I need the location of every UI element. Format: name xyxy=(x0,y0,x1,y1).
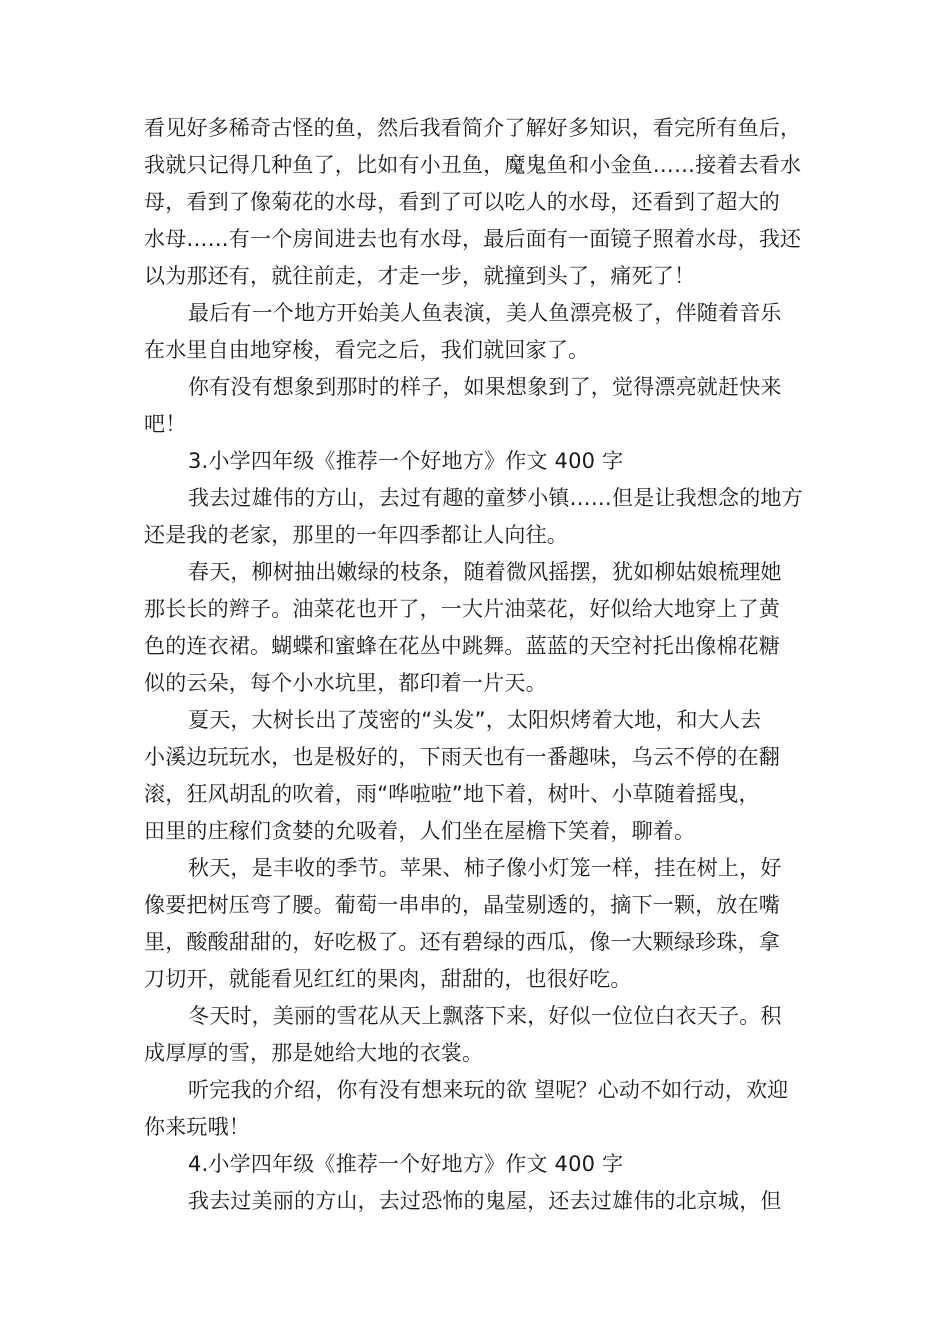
text-line: 我去过雄伟的方山，去过有趣的童梦小镇……但是让我想念的地方 xyxy=(188,486,803,510)
text-line: 你来玩哦！ xyxy=(144,1115,250,1139)
text-line: 我就只记得几种鱼了，比如有小丑鱼，魔鬼鱼和小金鱼……接着去看水 xyxy=(144,153,802,177)
text-line: 冬天时，美丽的雪花从天上飘落下来，好似一位位白衣天子。积 xyxy=(188,1004,782,1028)
text-line: 以为那还有，就往前走，才走一步，就撞到头了，痛死了！ xyxy=(144,264,696,288)
text-line: 小溪边玩玩水，也是极好的，下雨天也有一番趣味，乌云不停的在翻 xyxy=(144,745,780,769)
text-line: 田里的庄稼们贪婪的允吸着，人们坐在屋檐下笑着，聊着。 xyxy=(144,819,696,843)
text-line: 最后有一个地方开始美人鱼表演，美人鱼漂亮极了，伴随着音乐 xyxy=(188,301,782,325)
text-line: 春天，柳树抽出嫩绿的枝条，随着微风摇摆，犹如柳姑娘梳理她 xyxy=(188,560,782,584)
text-line: 看见好多稀奇古怪的鱼，然后我看简介了解好多知识，看完所有鱼后， xyxy=(144,116,802,140)
text-line: 成厚厚的雪，那是她给大地的衣裳。 xyxy=(144,1041,484,1065)
text-line: 夏天，大树长出了茂密的“头发”，太阳炽烤着大地，和大人去 xyxy=(188,708,762,732)
text-line: 似的云朵，每个小水坑里，都印着一片天。 xyxy=(144,671,547,695)
text-line: 刀切开，就能看见红红的果肉，甜甜的，也很好吃。 xyxy=(144,967,632,991)
text-line: 那长长的辫子。油菜花也开了，一大片油菜花，好似给大地穿上了黄 xyxy=(144,597,780,621)
text-line: 母，看到了像菊花的水母，看到了可以吃人的水母，还看到了超大的 xyxy=(144,190,780,214)
text-line: 水母……有一个房间进去也有水母，最后面有一面镜子照着水母，我还 xyxy=(144,227,802,251)
text-line: 你有没有想象到那时的样子，如果想象到了，觉得漂亮就赶快来 xyxy=(188,375,782,399)
text-line: 3.小学四年级《推荐一个好地方》作文 400 字 xyxy=(188,449,624,473)
text-line: 吧！ xyxy=(144,412,187,436)
text-line: 还是我的老家，那里的一年四季都让人向往。 xyxy=(144,523,568,547)
text-line: 色的连衣裙。蝴蝶和蜜蜂在花丛中跳舞。蓝蓝的天空衬托出像棉花糖 xyxy=(144,634,780,658)
text-line: 听完我的介绍，你有没有想来玩的欲 望呢？心动不如行动，欢迎 xyxy=(188,1078,789,1102)
text-line: 在水里自由地穿梭，看完之后，我们就回家了。 xyxy=(144,338,590,362)
essay-text-block xyxy=(144,110,814,1220)
text-line: 我去过美丽的方山，去过恐怖的鬼屋，还去过雄伟的北京城，但 xyxy=(188,1189,782,1213)
text-line: 滚，狂风胡乱的吹着，雨“哗啦啦”地下着，树叶、小草随着摇曳， xyxy=(144,782,760,806)
text-line: 里，酸酸甜甜的，好吃极了。还有碧绿的西瓜，像一大颗绿珍珠，拿 xyxy=(144,930,780,954)
text-line: 像要把树压弯了腰。葡萄一串串的，晶莹剔透的，摘下一颗，放在嘴 xyxy=(144,893,780,917)
text-line: 秋天，是丰收的季节。苹果、柿子像小灯笼一样，挂在树上，好 xyxy=(188,856,782,880)
text-line: 4.小学四年级《推荐一个好地方》作文 400 字 xyxy=(188,1152,624,1176)
